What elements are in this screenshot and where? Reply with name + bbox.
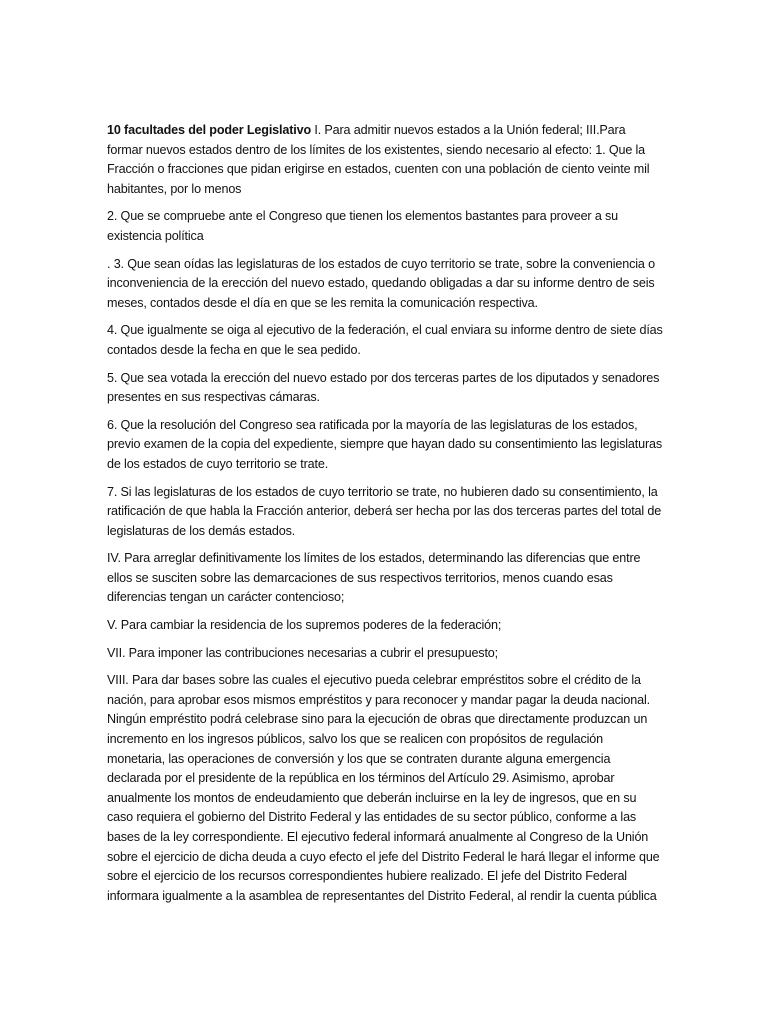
paragraph-9: V. Para cambiar la residencia de los supremos poderes de la federación; [107,618,502,633]
paragraph-10: VII. Para imponer las contribuciones necesarias a cubrir el presupuesto; [107,645,499,660]
paragraph-6: 6. Que la resolución del Congreso sea ratificada por la mayoría de las legislaturas de los estados, previo examen de la copia del expediente, siempre que hayan dado su consentimiento las legislaturas de los estados de cuyo territorio se trate. [107,417,663,471]
paragraph-1-text: I. Para admitir nuevos estados a la Unión federal; III.Para formar nuevos estados dentro de los límites de los existentes, siendo necesario al efecto: 1. Que la Fracción o fracciones que pidan erigirse en estados, cuenten con una población de ciento veinte mil habitantes, por lo menos [107,123,650,196]
paragraph-7: 7. Si las legislaturas de los estados de cuyo territorio se trate, no hubieren dado su consentimiento, la ratificación de que habla la Fracción anterior, deberá ser hecha por las dos terceras partes del total de legislaturas de los demás estados. [107,484,662,538]
paragraph-11: VIII. Para dar bases sobre las cuales el ejecutivo pueda celebrar empréstitos sobre el crédito de la nación, para aprobar esos mismos empréstitos y para reconocer y mandar pagar la deuda nacional. Ningún empréstito podrá celebrase sino para la ejecución de obras que directamente produzcan un incremento en los ingresos públicos, salvo los que se realicen con propósitos de regulación monetaria, las operaciones de conversión y los que se contraten durante alguna emergencia declarada por el presidente de la república en los términos del Artículo 29. Asimismo, aprobar anualmente los montos de endeudamiento que deberán incluirse en la ley de ingresos, que en su caso requiera el gobierno del Distrito Federal y las entidades de su sector público, conforme a las bases de la ley correspondiente. El ejecutivo federal informará anualmente al Congreso de la Unión sobre el ejercicio de dicha deuda a cuyo efecto el jefe del Distrito Federal le hará llegar el informe que sobre el ejercicio de los recursos correspondientes hubiere realizado. El jefe del Distrito Federal informara igualmente a la asamblea de representantes del Distrito Federal, al rendir la cuenta pública [107,673,660,903]
paragraph-8: IV. Para arreglar definitivamente los límites de los estados, determinando las diferencias que entre ellos se susciten sobre las demarcaciones de sus respectivos territorios, menos cuando esas diferencias tengan un carácter contencioso; [107,551,641,605]
paragraph-4: 4. Que igualmente se oiga al ejecutivo de la federación, el cual enviara su informe dentro de siete días contados desde la fecha en que le sea pedido. [107,323,663,357]
document-page [107,121,663,914]
paragraph-3: . 3. Que sean oídas las legislaturas de los estados de cuyo territorio se trate, sobre la conveniencia o inconveniencia de la erección del nuevo estado, quedando obligadas a dar su informe dentro de seis meses, contados desde el día en que se les remita la comunicación respectiva. [107,256,655,310]
paragraph-5: 5. Que sea votada la erección del nuevo estado por dos terceras partes de los diputados y senadores presentes en sus respectivas cámaras. [107,370,660,405]
paragraph-2: 2. Que se compruebe ante el Congreso que tienen los elementos bastantes para proveer a su existencia política [107,209,619,243]
paragraph-1 [107,121,663,199]
document-title: 10 facultades del poder Legislativo [107,123,312,137]
